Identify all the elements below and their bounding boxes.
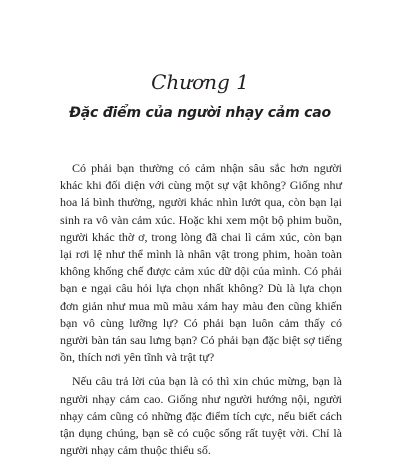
chapter-number: Chương 1 (151, 70, 249, 94)
chapter-body (60, 160, 342, 466)
paragraph: Có phải bạn thường có cảm nhận sâu sắc hơn người khác khi đối diện với cùng một sự vật không? Giống như hoa lá bình thường, người khác nhìn lướt qua, còn bạn lại sinh ra vô vàn cảm xúc. Hoặc khi xem một bộ phim buồn, người khác thờ ơ, trong lòng đã chai lì cảm xúc, còn bạn lại rơi lệ như thể mình là nhân vật trong phim, hoàn toàn không khống chế được cảm xúc dữ dội của mình. Có phải bạn e ngại câu hỏi lựa chọn nhất không? Dù là lựa chọn đơn giản như mua mũ màu xám hay màu đen cũng khiến bạn vô cùng lưỡng lự? Có phải bạn luôn cảm thấy có người bàn tán sau lưng bạn? Có phải bạn đặc biệt sợ tiếng ồn, thích nơi yên tĩnh và trật tự? (60, 161, 342, 365)
paragraph: Nếu câu trả lời của bạn là có thì xin chúc mừng, bạn là người nhạy cảm cao. Giống như người hướng nội, người nhạy cảm cũng có những đặc điểm tích cực, nếu biết cách tận dụng chúng, bạn sẽ có cuộc sống rất tuyệt vời. Chỉ là người nhạy cảm thuộc thiểu số. (60, 374, 342, 458)
chapter-title: Đặc điểm của người nhạy cảm cao (69, 105, 331, 121)
